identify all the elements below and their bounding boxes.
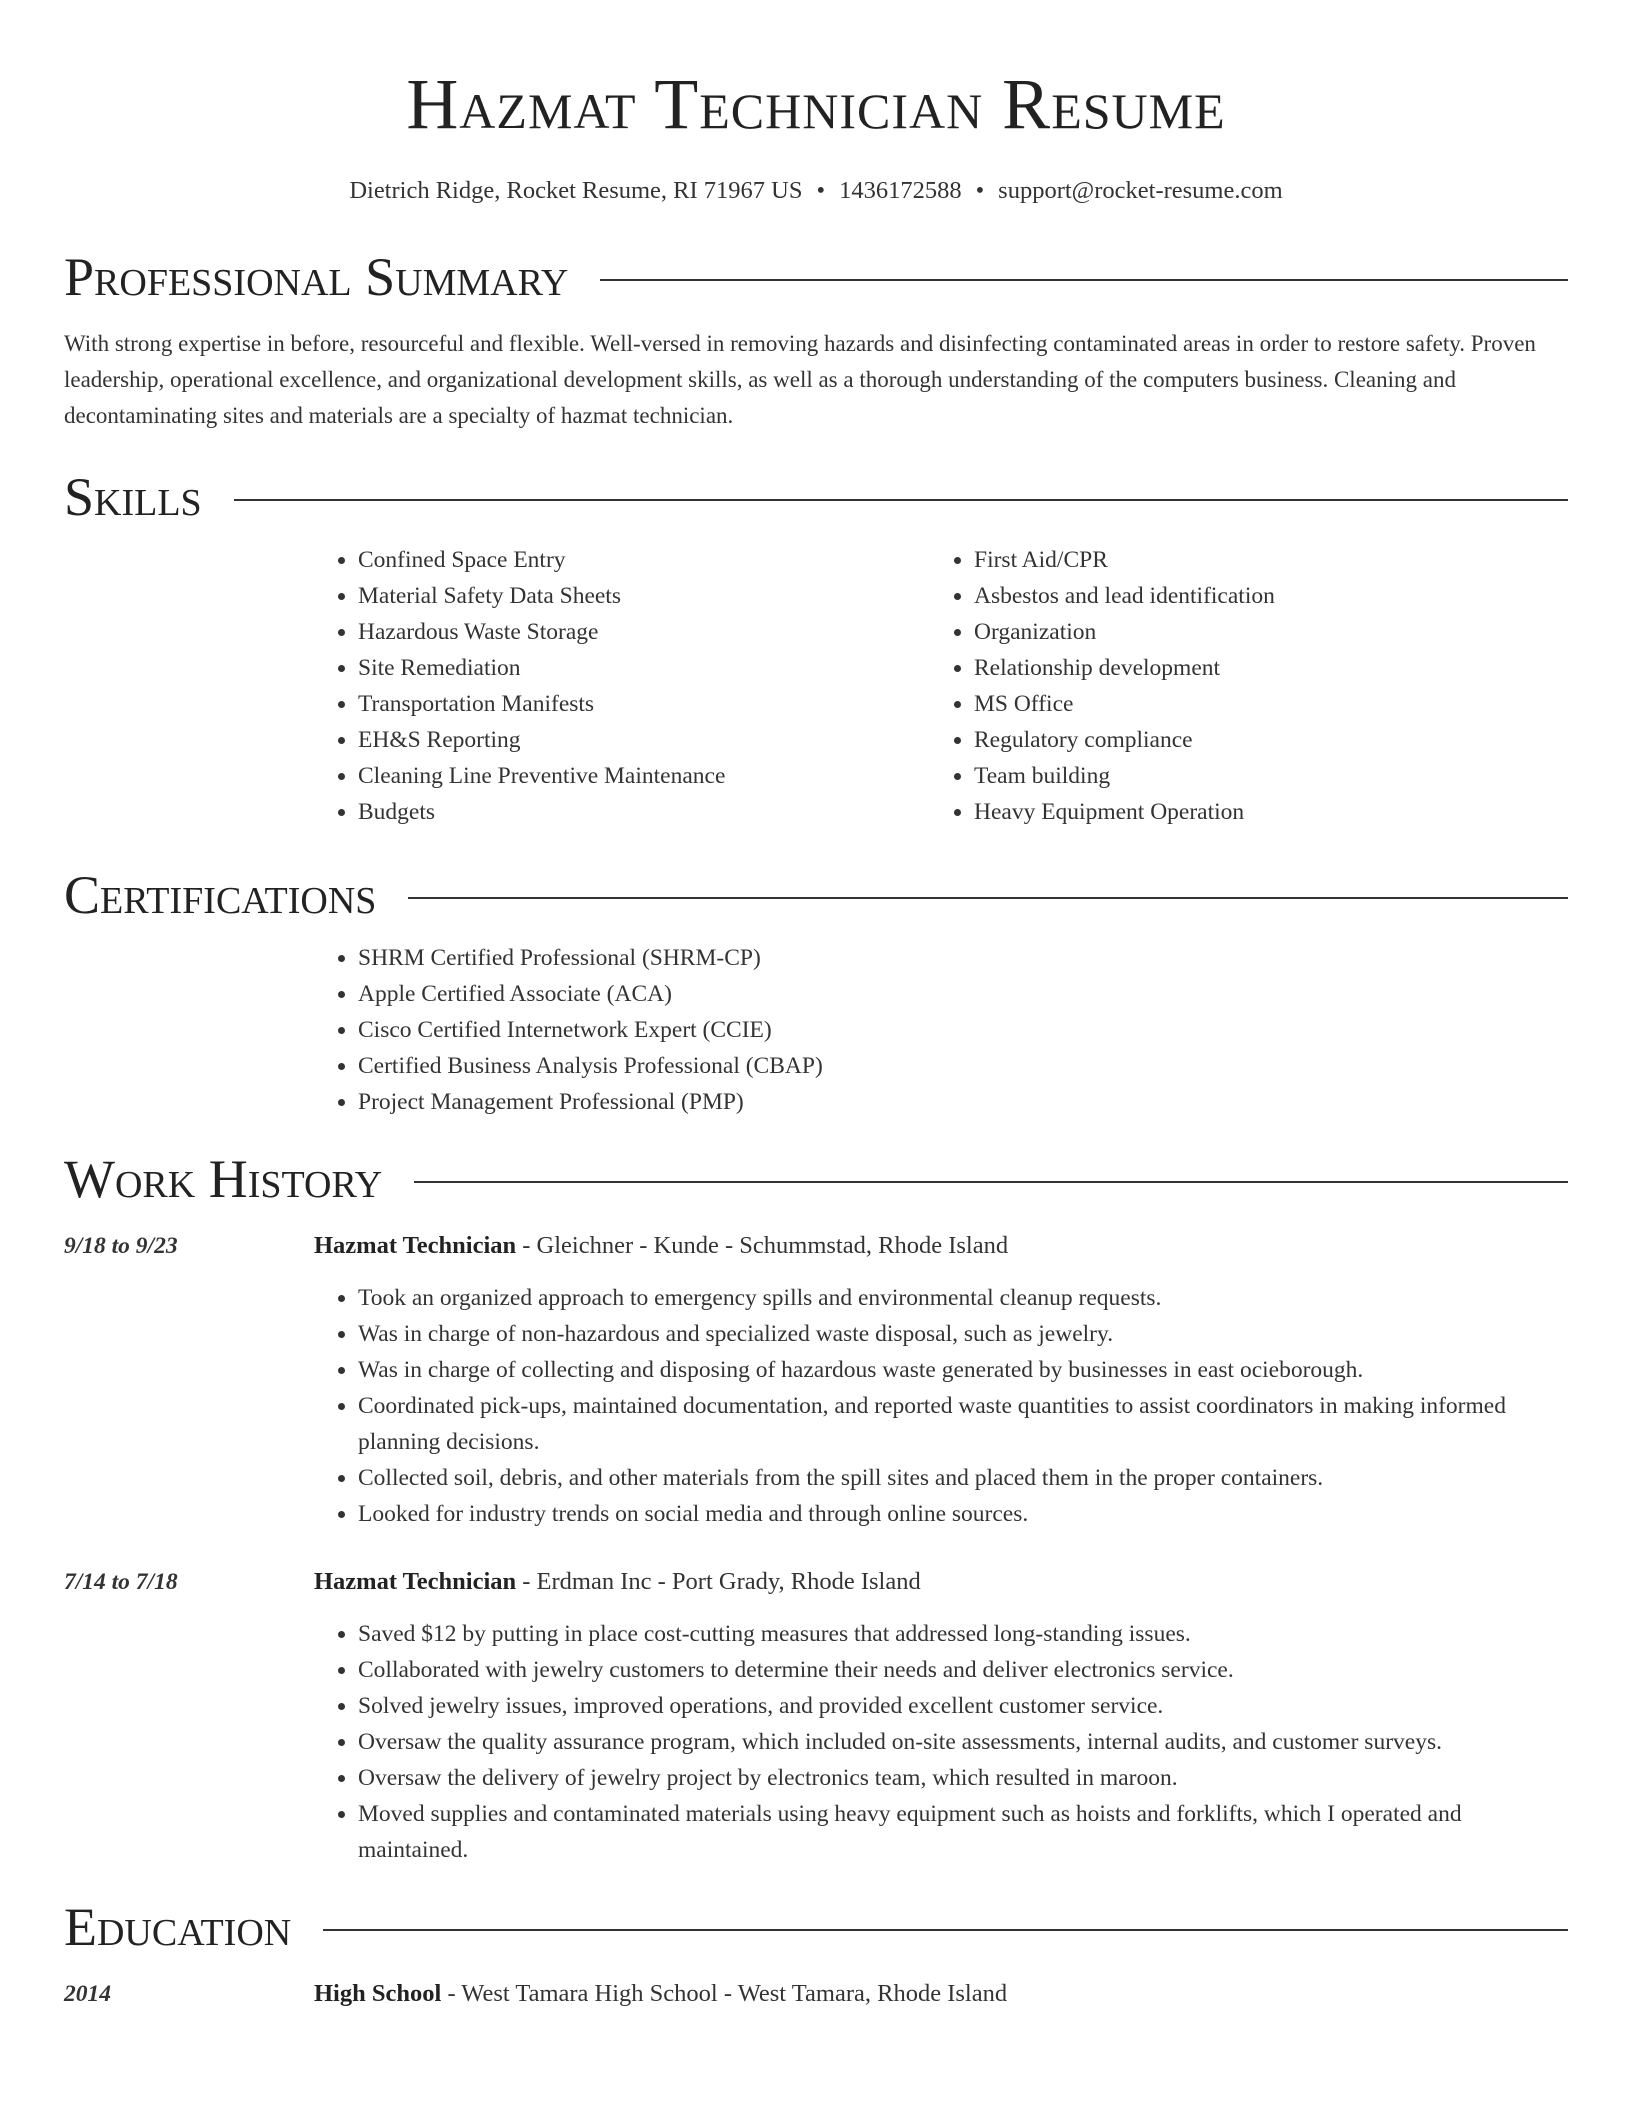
bullet-item: • Relationship development bbox=[974, 650, 1546, 686]
job-dates: 7/14 to 7/18 bbox=[64, 1569, 178, 1595]
bullet-item: • Was in charge of non-hazardous and specialized waste disposal, such as jewelry. bbox=[358, 1316, 1568, 1352]
summary-heading-row bbox=[64, 242, 1568, 312]
education-section bbox=[64, 1892, 1568, 2012]
summary-section bbox=[64, 242, 1568, 434]
job-title: Hazmat Technician bbox=[314, 1568, 517, 1595]
contact-address: Dietrich Ridge, Rocket Resume, RI 71967 US bbox=[349, 177, 803, 204]
work-history-heading: Work History bbox=[64, 1149, 383, 1209]
section-divider bbox=[408, 897, 1568, 899]
bullet-item: • Took an organized approach to emergency spills and environmental cleanup requests. bbox=[358, 1280, 1568, 1316]
bullet-item: • Was in charge of collecting and disposing of hazardous waste generated by businesses in east ocieborough. bbox=[358, 1352, 1568, 1388]
skills-grid bbox=[314, 542, 1568, 830]
skills-column-left bbox=[314, 542, 930, 830]
section-divider bbox=[323, 1929, 1568, 1931]
education-entry bbox=[64, 1976, 1568, 2012]
job-main bbox=[314, 1228, 1568, 1532]
bullet-item: • Regulatory compliance bbox=[974, 722, 1546, 758]
education-date: 2014 bbox=[64, 1981, 111, 2007]
certifications-section bbox=[64, 860, 1568, 1120]
bullet-item: • Collaborated with jewelry customers to determine their needs and deliver electronics service. bbox=[358, 1652, 1568, 1688]
education-school: - West Tamara High School - West Tamara, Rhode Island bbox=[441, 1980, 1008, 2007]
job-bullets bbox=[314, 1616, 1568, 1868]
skills-heading-row bbox=[64, 462, 1568, 532]
summary-heading: Professional Summary bbox=[64, 247, 569, 307]
skills-section bbox=[64, 462, 1568, 830]
skills-list-right bbox=[930, 542, 1546, 830]
contact-phone: 1436172588 bbox=[839, 177, 962, 204]
work-history-section bbox=[64, 1144, 1568, 1868]
education-heading-row bbox=[64, 1892, 1568, 1962]
section-divider bbox=[600, 279, 1568, 281]
bullet-item: • Moved supplies and contaminated materials using heavy equipment such as hoists and forklifts, which I operated and maintained. bbox=[358, 1796, 1568, 1868]
bullet-item: • MS Office bbox=[974, 686, 1546, 722]
job-bullets bbox=[314, 1280, 1568, 1532]
contact-email: support@rocket-resume.com bbox=[998, 177, 1283, 204]
bullet-item: • Hazardous Waste Storage bbox=[358, 614, 930, 650]
bullet-item: • Organization bbox=[974, 614, 1546, 650]
bullet-item: • Collected soil, debris, and other materials from the spill sites and placed them in the proper containers. bbox=[358, 1460, 1568, 1496]
job-main bbox=[314, 1564, 1568, 1868]
bullet-item: • Coordinated pick-ups, maintained documentation, and reported waste quantities to assist coordinators in making informed planning decisions. bbox=[358, 1388, 1568, 1460]
bullet-item: • Certified Business Analysis Professional (CBAP) bbox=[358, 1048, 1568, 1084]
bullet-item: • Saved $12 by putting in place cost-cutting measures that addressed long-standing issues. bbox=[358, 1616, 1568, 1652]
job-employer: - Erdman Inc - Port Grady, Rhode Island bbox=[516, 1568, 921, 1595]
bullet-item: • Apple Certified Associate (ACA) bbox=[358, 976, 1568, 1012]
certifications-heading-row bbox=[64, 860, 1568, 930]
bullet-item: • Team building bbox=[974, 758, 1546, 794]
bullet-item: • Oversaw the delivery of jewelry project by electronics team, which resulted in maroon. bbox=[358, 1760, 1568, 1796]
skills-column-right bbox=[930, 542, 1546, 830]
bullet-item: • Heavy Equipment Operation bbox=[974, 794, 1546, 830]
education-main bbox=[314, 1976, 1568, 2012]
certifications-body bbox=[314, 940, 1568, 1120]
certifications-heading: Certifications bbox=[64, 865, 377, 925]
bullet-item: • Project Management Professional (PMP) bbox=[358, 1084, 1568, 1120]
work-history-heading-row bbox=[64, 1144, 1568, 1214]
job-entry bbox=[64, 1564, 1568, 1868]
bullet-item: • Looked for industry trends on social media and through online sources. bbox=[358, 1496, 1568, 1532]
education-degree: High School bbox=[314, 1980, 442, 2007]
bullet-item: • Material Safety Data Sheets bbox=[358, 578, 930, 614]
bullet-item: • Solved jewelry issues, improved operations, and provided excellent customer service. bbox=[358, 1688, 1568, 1724]
skills-list-left bbox=[314, 542, 930, 830]
bullet-item: • Budgets bbox=[358, 794, 930, 830]
bullet-item: • Cisco Certified Internetwork Expert (CCIE) bbox=[358, 1012, 1568, 1048]
bullet-item: • First Aid/CPR bbox=[974, 542, 1546, 578]
job-title: Hazmat Technician bbox=[314, 1232, 517, 1259]
bullet-item: • EH&S Reporting bbox=[358, 722, 930, 758]
summary-text: With strong expertise in before, resourceful and flexible. Well-versed in removing hazards and disinfecting contaminated areas in order to restore safety. Proven leadership, operational excellence, and organizational development skills, as well as a thorough understanding of the computers business. Cleaning and decontaminating sites and materials are a specialty of hazmat technician. bbox=[64, 331, 1536, 428]
education-heading: Education bbox=[64, 1897, 292, 1957]
bullet-item: • SHRM Certified Professional (SHRM-CP) bbox=[358, 940, 1568, 976]
job-heading bbox=[314, 1564, 1568, 1600]
education-heading-line bbox=[314, 1976, 1568, 2012]
skills-heading: Skills bbox=[64, 467, 202, 527]
bullet-item: • Asbestos and lead identification bbox=[974, 578, 1546, 614]
contact-line bbox=[64, 174, 1568, 208]
bullet-item: • Transportation Manifests bbox=[358, 686, 930, 722]
job-dates: 9/18 to 9/23 bbox=[64, 1233, 178, 1259]
job-employer: - Gleichner - Kunde - Schummstad, Rhode Island bbox=[516, 1232, 1009, 1259]
bullet-item: • Site Remediation bbox=[358, 650, 930, 686]
job-heading bbox=[314, 1228, 1568, 1264]
job-entry bbox=[64, 1228, 1568, 1532]
bullet-item: • Cleaning Line Preventive Maintenance bbox=[358, 758, 930, 794]
contact-separator: • bbox=[975, 177, 985, 204]
bullet-item: • Confined Space Entry bbox=[358, 542, 930, 578]
bullet-item: • Oversaw the quality assurance program, which included on-site assessments, internal audits, and customer surveys. bbox=[358, 1724, 1568, 1760]
section-divider bbox=[234, 499, 1568, 501]
certifications-list bbox=[314, 940, 1568, 1120]
resume-title: Hazmat Technician Resume bbox=[406, 64, 1226, 144]
section-divider bbox=[414, 1181, 1568, 1183]
contact-separator: • bbox=[816, 177, 826, 204]
